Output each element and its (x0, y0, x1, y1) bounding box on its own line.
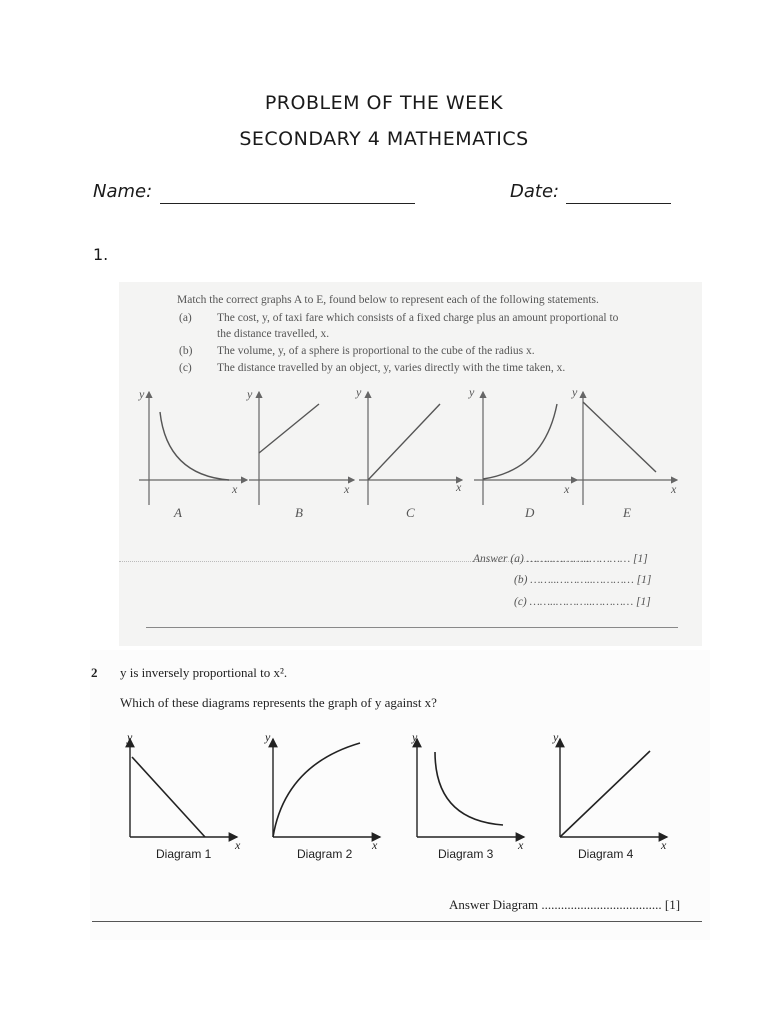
name-blank-line[interactable] (160, 203, 415, 204)
graph-d-curve (483, 404, 557, 479)
graph-c-y-axis-label: y (356, 385, 362, 399)
question-1-number: 1. (93, 245, 109, 264)
statement-a-text: The cost, y, of taxi fare which consists of a fixed charge plus an amount proportional to (217, 312, 619, 324)
answer-b-line[interactable]: (b) ……..………..………… [1] (514, 574, 652, 586)
question-2-diagrams (90, 725, 710, 870)
graph-d-y-axis-label: y (469, 385, 475, 399)
diagram-3-y-axis-label: y (412, 730, 418, 744)
graph-b-x-axis-label: x (344, 482, 350, 496)
question-1-graphs (119, 380, 702, 530)
diagram-2 (264, 730, 380, 861)
diagram-3-label: Diagram 3 (438, 847, 494, 861)
graph-b (246, 387, 354, 520)
graph-b-y-axis-label: y (247, 387, 253, 401)
graph-a-curve (160, 412, 229, 480)
diagram-4 (552, 730, 667, 861)
question-2-bottom-divider (92, 921, 702, 922)
graph-b-line (259, 404, 319, 453)
diagram-1-y-axis-label: y (127, 730, 133, 744)
name-label: Name: (93, 181, 153, 202)
graph-d (468, 385, 577, 520)
diagram-2-curve (273, 743, 360, 837)
statement-a-label: (a) (179, 312, 192, 324)
diagram-2-y-axis-label: y (265, 730, 271, 744)
statement-b-label: (b) (179, 345, 193, 357)
question-2-prompt: Which of these diagrams represents the graph of y against x? (120, 695, 437, 710)
date-blank-line[interactable] (566, 203, 671, 204)
diagram-4-line (560, 751, 650, 837)
graph-e-y-axis-label: y (572, 385, 578, 399)
graph-a-x-axis-label: x (232, 482, 238, 496)
diagram-2-label: Diagram 2 (297, 847, 353, 861)
question-2-answer-line[interactable]: Answer Diagram ..................................... [1] (449, 897, 681, 912)
answer-c-line[interactable]: (c) ……..………..………… [1] (514, 596, 651, 608)
question-2-statement: y is inversely proportional to x². (120, 665, 288, 680)
statement-a-text-continued: the distance travelled, x. (217, 328, 330, 340)
graph-c (355, 385, 462, 520)
diagram-2-x-axis-label: x (372, 838, 378, 852)
diagram-3-x-axis-label: x (518, 838, 524, 852)
answer-a-line[interactable]: Answer (a) ……..………..………… [1] (473, 553, 648, 565)
graph-e-line (583, 402, 656, 472)
diagram-1-label: Diagram 1 (156, 847, 212, 861)
graph-a (138, 387, 247, 520)
page-title: PROBLEM OF THE WEEK (264, 92, 504, 114)
graph-c-line (368, 404, 440, 480)
question-1-bottom-divider (146, 627, 678, 628)
graph-a-y-axis-label: y (139, 387, 145, 401)
date-label: Date: (510, 181, 560, 202)
graph-d-letter: D (525, 505, 535, 520)
diagram-1-line (132, 757, 205, 837)
graph-c-letter: C (406, 505, 415, 520)
graph-c-x-axis-label: x (456, 480, 462, 494)
page-subtitle: SECONDARY 4 MATHEMATICS (239, 128, 529, 150)
diagram-4-y-axis-label: y (553, 730, 559, 744)
statement-b-text: The volume, y, of a sphere is proportional to the cube of the radius x. (217, 345, 535, 357)
question-2-number: 2 (91, 665, 98, 680)
diagram-3 (411, 730, 524, 861)
diagram-4-x-axis-label: x (661, 838, 667, 852)
graph-d-x-axis-label: x (564, 482, 570, 496)
graph-b-letter: B (295, 505, 303, 520)
statement-c-label: (c) (179, 362, 192, 374)
graph-e-x-axis-label: x (671, 482, 677, 496)
statement-c-text: The distance travelled by an object, y, varies directly with the time taken, x. (217, 362, 566, 374)
diagram-1-x-axis-label: x (235, 838, 241, 852)
diagram-4-label: Diagram 4 (578, 847, 634, 861)
diagram-1 (126, 730, 241, 861)
diagram-3-curve (435, 752, 503, 825)
question-1-intro: Match the correct graphs A to E, found below to represent each of the following statements. (177, 294, 599, 306)
graph-e-letter: E (623, 505, 631, 520)
graph-a-letter: A (174, 505, 182, 520)
graph-e (571, 385, 677, 520)
